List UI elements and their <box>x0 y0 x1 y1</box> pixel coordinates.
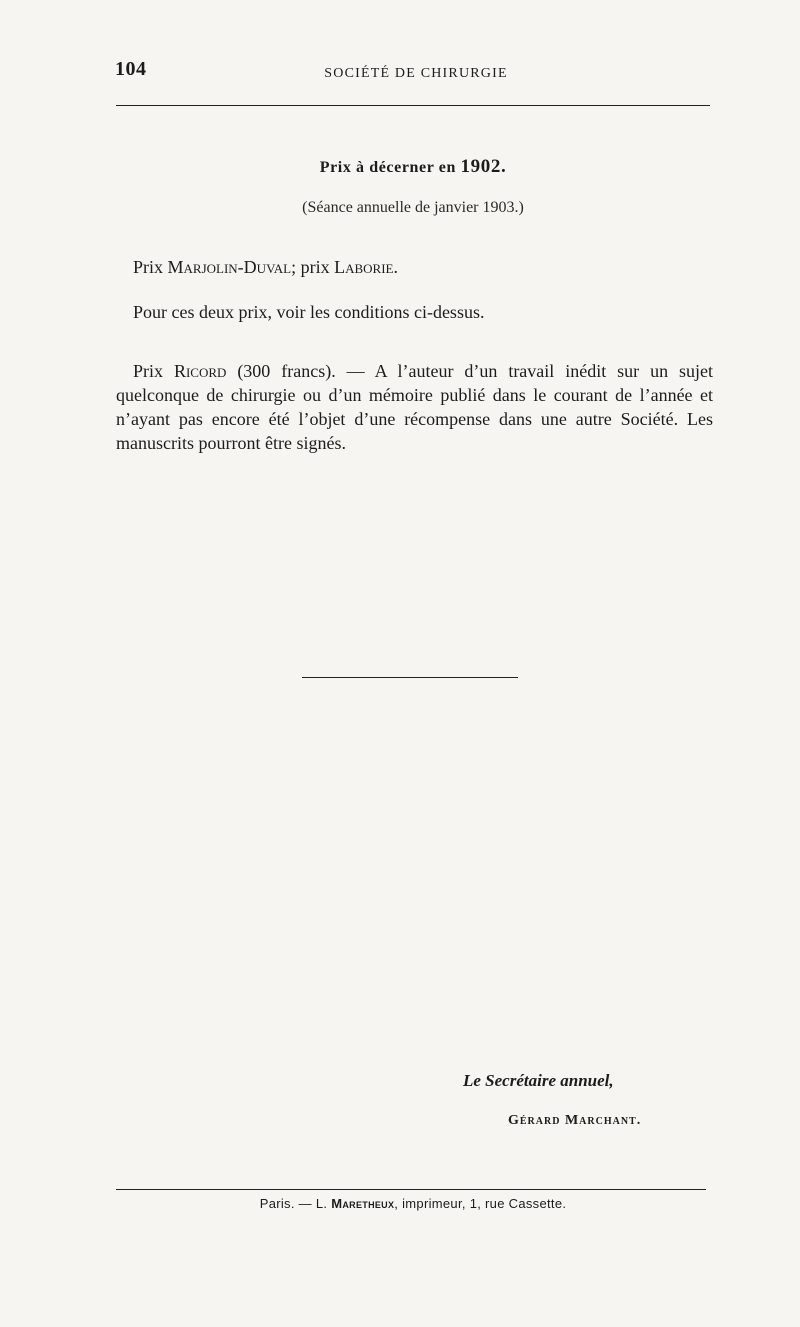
p1-middle: ; prix <box>291 257 335 277</box>
footer-rule <box>116 1189 706 1190</box>
running-head: SOCIÉTÉ DE CHIRURGIE <box>324 66 508 81</box>
p3-prefix: Prix <box>133 361 174 381</box>
p1-suffix: . <box>393 257 398 277</box>
section-heading <box>0 156 800 178</box>
colophon-prefix: Paris. — L. <box>259 1196 332 1211</box>
p3-text: (300 francs). — A l’auteur d’un travail inédit sur un sujet quelconque de chirurgie ou d’un mémoire publié dans le courant de l’année et n’ayant pas encore été l’objet d’une récompense dans une autre Société. Les manuscrits pourront être signés. <box>116 361 713 453</box>
page-number: 104 <box>115 58 147 80</box>
paragraph-conditions: Pour ces deux prix, voir les conditions ci-dessus. <box>133 302 485 322</box>
header-rule <box>116 105 710 106</box>
paragraph-prizes <box>133 257 398 278</box>
prize-name-marjolin-duval: Marjolin-Duval <box>167 257 292 277</box>
signature-title: Le Secrétaire annuel, <box>463 1071 614 1090</box>
section-subheading: (Séance annuelle de janvier 1903.) <box>302 199 524 216</box>
paragraph-ricord <box>116 359 713 455</box>
p1-prefix: Prix <box>133 257 168 277</box>
colophon-suffix: , imprimeur, 1, rue Cassette. <box>394 1196 567 1211</box>
p3-body <box>116 359 713 455</box>
prize-name-laborie: Laborie <box>334 257 394 277</box>
section-divider <box>302 677 518 678</box>
section-heading-text: Prix à décerner en <box>319 159 461 176</box>
section-heading-year: 1902. <box>460 156 507 177</box>
printer-colophon <box>0 1196 800 1211</box>
signature-name: Gérard Marchant. <box>508 1113 642 1128</box>
printer-name: Maretheux <box>331 1196 395 1211</box>
prize-name-ricord: Ricord <box>173 361 227 381</box>
